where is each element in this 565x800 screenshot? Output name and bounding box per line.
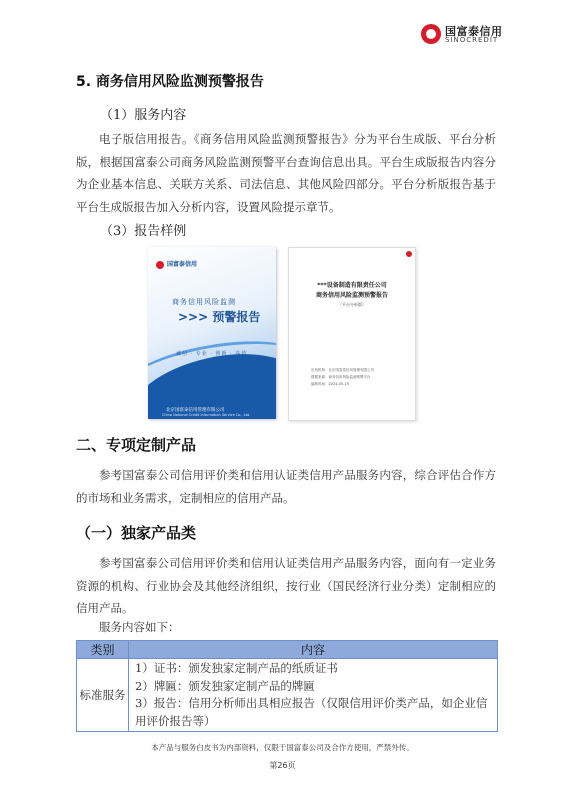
services-label: 服务内容如下： <box>99 620 180 634</box>
cover-logo-icon <box>156 261 164 269</box>
subheading-service-content: （1）服务内容 <box>100 108 187 123</box>
cover-tagline: 诚信 · 专业 · 创新 · 高效 <box>176 351 248 357</box>
doc-report-edition: （平台分析版） <box>338 302 366 307</box>
logo-text-en: SINOCREDIT <box>445 36 499 44</box>
footer-confidentiality-note: 本产品与服务白皮书为内部资料，仅限于国富泰公司及合作方使用，严禁外传。 <box>151 743 414 752</box>
paragraph-report-description: 电子版信用报告。《商务信用风险监测预警报告》分为平台生成版、平台分析版，根据国富泰公司商务风险监测预警平台查询信息出具。平台生成版报告内容分为企业基本信息、关联方关系、司法信息、其他风险四部分。平台分析版报告基于平台生成版报告加入分析内容，设置风险提示章节。 <box>76 132 496 214</box>
page-number: 第26页 <box>269 761 296 770</box>
service-table <box>76 640 498 732</box>
section-heading-custom-products: 二、专项定制产品 <box>76 436 197 454</box>
table-cell-content <box>129 659 498 732</box>
doc-info-line: 编制时间：2024-05-15 <box>311 382 349 386</box>
cover-title-line1: 商务信用风险监测 <box>172 298 236 306</box>
list-item: 2）牌匾：颁发独家定制产品的牌匾 <box>135 678 315 693</box>
table-header-category: 类别 <box>77 641 129 659</box>
cover-title-line2: >>> 预警报告 <box>178 310 261 324</box>
company-logo <box>421 22 511 46</box>
section-heading-exclusive-products: （一）独家产品类 <box>76 524 197 542</box>
logo-text-cn: 国富泰信用 <box>445 25 503 38</box>
table-cell-category: 标准服务 <box>77 659 129 732</box>
report-title-page-sample <box>288 247 416 421</box>
section-heading-5: 5. 商务信用风险监测预警报告 <box>76 74 264 90</box>
table-header-content: 内容 <box>129 641 498 659</box>
cover-company-name-en: China National Credit Information Service Co., Ltd. <box>162 413 251 417</box>
table-row <box>77 659 498 732</box>
doc-report-title: 商务信用风险监测预警报告 <box>315 292 388 299</box>
cover-company-name: 北京国富泰信用管理有限公司 <box>166 408 225 413</box>
subheading-report-sample: （3）报告样例 <box>100 224 187 239</box>
paragraph-exclusive-products: 参考国富泰公司信用评价类和信用认证类信用产品服务内容，面向有一定业务资源的机构、行业协会及其他经济组织，按行业（国民经济行业分类）定制相应的信用产品。 <box>76 556 496 615</box>
logo-mark-icon <box>421 24 441 44</box>
list-item: 1）证书：颁发独家定制产品的纸质证书 <box>135 661 338 675</box>
table-header-row <box>77 641 498 659</box>
list-item: 3）报告：信用分析师出具相应报告（仅限信用评价类产品，如企业信用评价报告等） <box>135 696 488 728</box>
paragraph-custom-products: 参考国富泰公司信用评价类和信用认证类信用产品服务内容，综合评估合作方的市场和业务需求，定制相应的信用产品。 <box>76 468 496 505</box>
report-cover-sample <box>148 247 276 419</box>
cover-logo-text: 国富泰信用 <box>167 261 198 268</box>
doc-logo-icon <box>406 251 412 257</box>
doc-info-line: 数据来源：商务信用风险监测预警平台 <box>311 375 371 379</box>
doc-company-title: ***设备制造有限责任公司 <box>317 282 387 289</box>
doc-info-line: 出具机构：北京国富泰信用管理有限公司 <box>311 368 374 372</box>
